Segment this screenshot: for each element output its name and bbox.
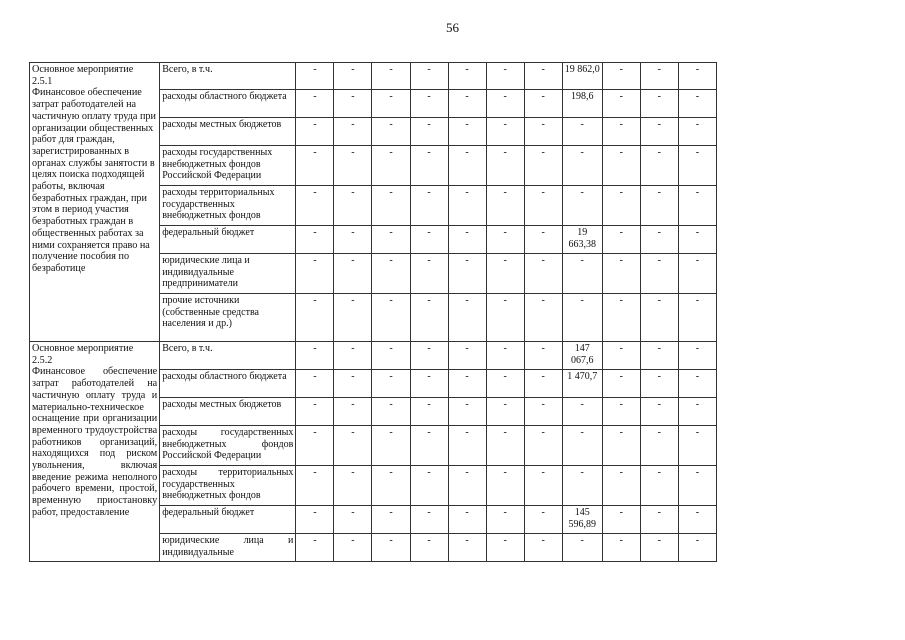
- value-cell: -: [296, 63, 334, 90]
- value-cell: -: [678, 466, 716, 506]
- value-cell: -: [334, 342, 372, 370]
- measure-title: Основное мероприятие: [32, 343, 134, 354]
- value-cell: -: [372, 506, 410, 534]
- funding-source: расходы территориальных государственных внебюджетных фондов: [160, 466, 296, 506]
- value-cell: -: [334, 534, 372, 562]
- value-cell: -: [524, 254, 562, 294]
- value-cell: -: [410, 294, 448, 342]
- value-cell: -: [486, 426, 524, 466]
- measure-description: Финансовое обеспечение затрат работодателей на частичную оплату труда при организации общественных работ для граждан, зарегистрированных в органах службы занятости в целях поиска подходящей работы, включая безработных граждан, при этом в период участия безработных граждан в общественных работах за ними сохраняется право на получение пособия по безработице: [32, 87, 156, 274]
- value-cell: -: [562, 254, 602, 294]
- value-cell: -: [410, 186, 448, 226]
- value-cell: -: [410, 370, 448, 398]
- value-cell: -: [678, 534, 716, 562]
- value-cell: -: [296, 146, 334, 186]
- value-cell: -: [486, 254, 524, 294]
- value-cell: -: [334, 226, 372, 254]
- value-cell: -: [640, 118, 678, 146]
- value-cell: -: [524, 506, 562, 534]
- value-cell: -: [448, 506, 486, 534]
- value-cell: -: [372, 146, 410, 186]
- value-cell: -: [372, 370, 410, 398]
- value-cell: -: [486, 466, 524, 506]
- funding-source: расходы территориальных государственных внебюджетных фондов: [160, 186, 296, 226]
- funding-source: расходы областного бюджета: [160, 90, 296, 118]
- value-cell: 145 596,89: [562, 506, 602, 534]
- funding-source: расходы государственных внебюджетных фондов Российской Федерации: [160, 146, 296, 186]
- value-cell: -: [296, 254, 334, 294]
- funding-source: юридические лица и индивидуальные: [160, 534, 296, 562]
- value-cell: -: [486, 534, 524, 562]
- value-cell: -: [334, 254, 372, 294]
- funding-source: федеральный бюджет: [160, 226, 296, 254]
- value-cell: -: [678, 63, 716, 90]
- value-cell: -: [448, 63, 486, 90]
- value-cell: -: [410, 63, 448, 90]
- value-cell: -: [296, 342, 334, 370]
- funding-source: прочие источники (собственные средства населения и др.): [160, 294, 296, 342]
- value-cell: -: [602, 342, 640, 370]
- value-cell: -: [678, 370, 716, 398]
- value-cell: -: [296, 294, 334, 342]
- value-cell: -: [372, 63, 410, 90]
- value-cell: -: [448, 146, 486, 186]
- value-cell: -: [334, 186, 372, 226]
- value-cell: -: [410, 342, 448, 370]
- value-cell: -: [296, 90, 334, 118]
- value-cell: -: [448, 254, 486, 294]
- value-cell: -: [562, 118, 602, 146]
- value-cell: -: [602, 534, 640, 562]
- budget-table: [29, 62, 717, 562]
- value-cell: -: [296, 506, 334, 534]
- value-cell: -: [448, 342, 486, 370]
- value-cell: -: [486, 342, 524, 370]
- value-cell: -: [524, 63, 562, 90]
- value-cell: -: [486, 63, 524, 90]
- value-cell: -: [486, 90, 524, 118]
- value-cell: -: [678, 254, 716, 294]
- value-cell: -: [640, 398, 678, 426]
- value-cell: -: [640, 294, 678, 342]
- value-cell: -: [524, 534, 562, 562]
- value-cell: -: [602, 370, 640, 398]
- value-cell: -: [678, 342, 716, 370]
- value-cell: -: [678, 90, 716, 118]
- value-cell: -: [524, 342, 562, 370]
- value-cell: -: [448, 118, 486, 146]
- value-cell: -: [296, 118, 334, 146]
- value-cell: 19 663,38: [562, 226, 602, 254]
- funding-source: юридические лица и индивидуальные предприниматели: [160, 254, 296, 294]
- value-cell: -: [602, 254, 640, 294]
- value-cell: -: [562, 294, 602, 342]
- value-cell: -: [334, 370, 372, 398]
- value-cell: -: [602, 398, 640, 426]
- value-cell: -: [524, 146, 562, 186]
- value-cell: -: [640, 426, 678, 466]
- value-cell: -: [602, 226, 640, 254]
- value-cell: -: [524, 398, 562, 426]
- value-cell: -: [372, 118, 410, 146]
- value-cell: -: [562, 426, 602, 466]
- value-cell: -: [410, 534, 448, 562]
- value-cell: -: [524, 426, 562, 466]
- value-cell: -: [410, 398, 448, 426]
- value-cell: -: [334, 398, 372, 426]
- value-cell: -: [296, 398, 334, 426]
- value-cell: -: [678, 426, 716, 466]
- value-cell: -: [524, 294, 562, 342]
- value-cell: -: [410, 426, 448, 466]
- value-cell: -: [602, 146, 640, 186]
- value-cell: -: [640, 146, 678, 186]
- value-cell: -: [296, 226, 334, 254]
- value-cell: -: [602, 63, 640, 90]
- value-cell: -: [524, 118, 562, 146]
- value-cell: -: [410, 226, 448, 254]
- value-cell: -: [372, 294, 410, 342]
- value-cell: -: [562, 146, 602, 186]
- value-cell: -: [334, 63, 372, 90]
- measure-description: Финансовое обеспечение затрат работодателей на частичную оплату труда и материально-техническое оснащение при организации временного трудоустройства работников организаций, находящихся под риском увольнения, включая введение режима неполного рабочего времени, простой, временную приостановку работ, предоставление: [32, 366, 158, 518]
- funding-source: расходы местных бюджетов: [160, 118, 296, 146]
- value-cell: -: [640, 226, 678, 254]
- measure-code: 2.5.1: [32, 75, 53, 87]
- value-cell: -: [410, 506, 448, 534]
- value-cell: -: [410, 254, 448, 294]
- value-cell: -: [640, 506, 678, 534]
- value-cell: -: [640, 63, 678, 90]
- value-cell: -: [486, 294, 524, 342]
- value-cell: -: [334, 426, 372, 466]
- value-cell: -: [448, 534, 486, 562]
- value-cell: -: [372, 226, 410, 254]
- value-cell: 147 067,6: [562, 342, 602, 370]
- value-cell: -: [372, 398, 410, 426]
- value-cell: -: [524, 226, 562, 254]
- funding-source: Всего, в т.ч.: [160, 63, 296, 90]
- value-cell: -: [448, 294, 486, 342]
- value-cell: -: [562, 466, 602, 506]
- value-cell: -: [640, 186, 678, 226]
- value-cell: -: [448, 90, 486, 118]
- value-cell: -: [372, 534, 410, 562]
- value-cell: -: [678, 294, 716, 342]
- value-cell: -: [640, 534, 678, 562]
- measure-cell: [30, 63, 160, 342]
- value-cell: -: [372, 254, 410, 294]
- value-cell: -: [524, 186, 562, 226]
- value-cell: -: [640, 342, 678, 370]
- value-cell: -: [602, 506, 640, 534]
- page-number: 56: [446, 20, 459, 35]
- value-cell: -: [448, 370, 486, 398]
- value-cell: -: [448, 466, 486, 506]
- value-cell: -: [372, 90, 410, 118]
- table-body: [30, 63, 717, 562]
- funding-source: расходы местных бюджетов: [160, 398, 296, 426]
- value-cell: -: [448, 226, 486, 254]
- funding-source: федеральный бюджет: [160, 506, 296, 534]
- value-cell: -: [448, 426, 486, 466]
- value-cell: -: [410, 118, 448, 146]
- value-cell: -: [602, 426, 640, 466]
- measure-cell: [30, 342, 160, 562]
- value-cell: -: [410, 90, 448, 118]
- value-cell: 198,6: [562, 90, 602, 118]
- value-cell: -: [486, 118, 524, 146]
- value-cell: -: [678, 118, 716, 146]
- measure-code: 2.5.2: [32, 354, 53, 366]
- value-cell: -: [334, 146, 372, 186]
- table-row: [30, 342, 717, 370]
- value-cell: -: [334, 118, 372, 146]
- value-cell: 1 470,7: [562, 370, 602, 398]
- value-cell: 19 862,0: [562, 63, 602, 90]
- value-cell: -: [296, 186, 334, 226]
- value-cell: -: [334, 90, 372, 118]
- value-cell: -: [640, 370, 678, 398]
- value-cell: -: [524, 90, 562, 118]
- value-cell: -: [486, 398, 524, 426]
- value-cell: -: [640, 466, 678, 506]
- value-cell: -: [296, 466, 334, 506]
- value-cell: -: [372, 426, 410, 466]
- value-cell: -: [486, 226, 524, 254]
- value-cell: -: [524, 370, 562, 398]
- value-cell: -: [602, 466, 640, 506]
- value-cell: -: [486, 186, 524, 226]
- value-cell: -: [562, 534, 602, 562]
- funding-source: Всего, в т.ч.: [160, 342, 296, 370]
- value-cell: -: [678, 398, 716, 426]
- value-cell: -: [678, 506, 716, 534]
- value-cell: -: [486, 506, 524, 534]
- value-cell: -: [524, 466, 562, 506]
- value-cell: -: [372, 342, 410, 370]
- value-cell: -: [334, 466, 372, 506]
- value-cell: -: [334, 294, 372, 342]
- funding-source: расходы государственных внебюджетных фондов Российской Федерации: [160, 426, 296, 466]
- value-cell: -: [640, 254, 678, 294]
- value-cell: -: [296, 370, 334, 398]
- value-cell: -: [410, 466, 448, 506]
- value-cell: -: [448, 186, 486, 226]
- funding-source: расходы областного бюджета: [160, 370, 296, 398]
- table-row: [30, 63, 717, 90]
- value-cell: -: [296, 426, 334, 466]
- value-cell: -: [562, 186, 602, 226]
- value-cell: -: [640, 90, 678, 118]
- value-cell: -: [486, 370, 524, 398]
- measure-title: Основное мероприятие: [32, 64, 134, 75]
- value-cell: -: [372, 466, 410, 506]
- value-cell: -: [296, 534, 334, 562]
- value-cell: -: [410, 146, 448, 186]
- value-cell: -: [602, 186, 640, 226]
- value-cell: -: [486, 146, 524, 186]
- value-cell: -: [602, 90, 640, 118]
- value-cell: -: [334, 506, 372, 534]
- value-cell: -: [678, 186, 716, 226]
- value-cell: -: [372, 186, 410, 226]
- value-cell: -: [602, 294, 640, 342]
- value-cell: -: [562, 398, 602, 426]
- value-cell: -: [678, 146, 716, 186]
- value-cell: -: [678, 226, 716, 254]
- value-cell: -: [602, 118, 640, 146]
- value-cell: -: [448, 398, 486, 426]
